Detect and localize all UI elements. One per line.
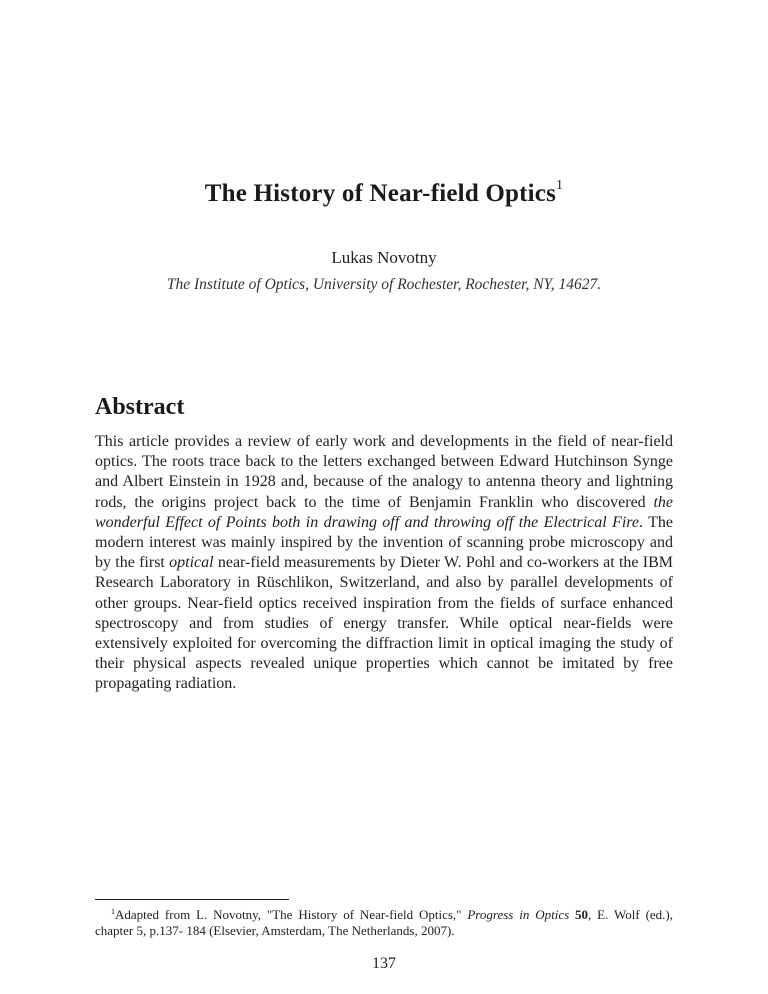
- footnote-text-2: , E. Wolf (ed.), chapter 5, p.137- 184 (Elsevier, Amsterdam, The Netherlands, 2007).: [95, 907, 673, 938]
- author-affiliation: The Institute of Optics, University of Rochester, Rochester, NY, 14627.: [166, 276, 602, 293]
- footnote-volume: 50: [575, 907, 589, 922]
- footnote: [95, 904, 673, 939]
- footnote-rule: [95, 899, 289, 900]
- abstract-body: [95, 432, 673, 695]
- abstract-text-2: . The modern interest was mainly inspired by the invention of scanning probe microscopy and by the first: [95, 513, 673, 572]
- author-name: Lukas Novotny: [331, 248, 437, 267]
- abstract-italic-quote: the wonderful Effect of Points both in drawing off and throwing off the Electrical Fire: [95, 493, 673, 531]
- title-footnote-mark: 1: [556, 178, 564, 193]
- abstract-italic-optical: optical: [169, 554, 214, 572]
- abstract-heading: Abstract: [95, 394, 185, 420]
- paper-title: [0, 178, 768, 208]
- abstract-text-3: near-field measurements by Dieter W. Pohl and co-workers at the IBM Research Laboratory in Rüschlikon, Switzerland, and also by parallel developments of other groups. Near-field optics received inspiration from the fields of surface enhanced spectroscopy and from studies of energy transfer. While optical near-fields were extensively exploited for overcoming the diffraction limit in optical imaging the study of their physical aspects revealed unique properties which cannot be imitated by free propagating radiation.: [95, 554, 673, 693]
- footnote-text-1: Adapted from L. Novotny, "The History of Near-field Optics,": [115, 907, 468, 922]
- footnote-mark: 1: [111, 907, 115, 916]
- title-text: The History of Near-field Optics: [204, 180, 557, 207]
- footnote-journal: Progress in Optics: [467, 907, 570, 922]
- abstract-text-1: This article provides a review of early work and developments in the field of near-field optics. The roots trace back to the letters exchanged between Edward Hutchinson Synge and Albert Einstein in 1928 and, because of the analogy to antenna theory and lightning rods, the origins project back to the time of Benjamin Franklin who discovered: [95, 433, 673, 511]
- page-number: 137: [372, 955, 396, 972]
